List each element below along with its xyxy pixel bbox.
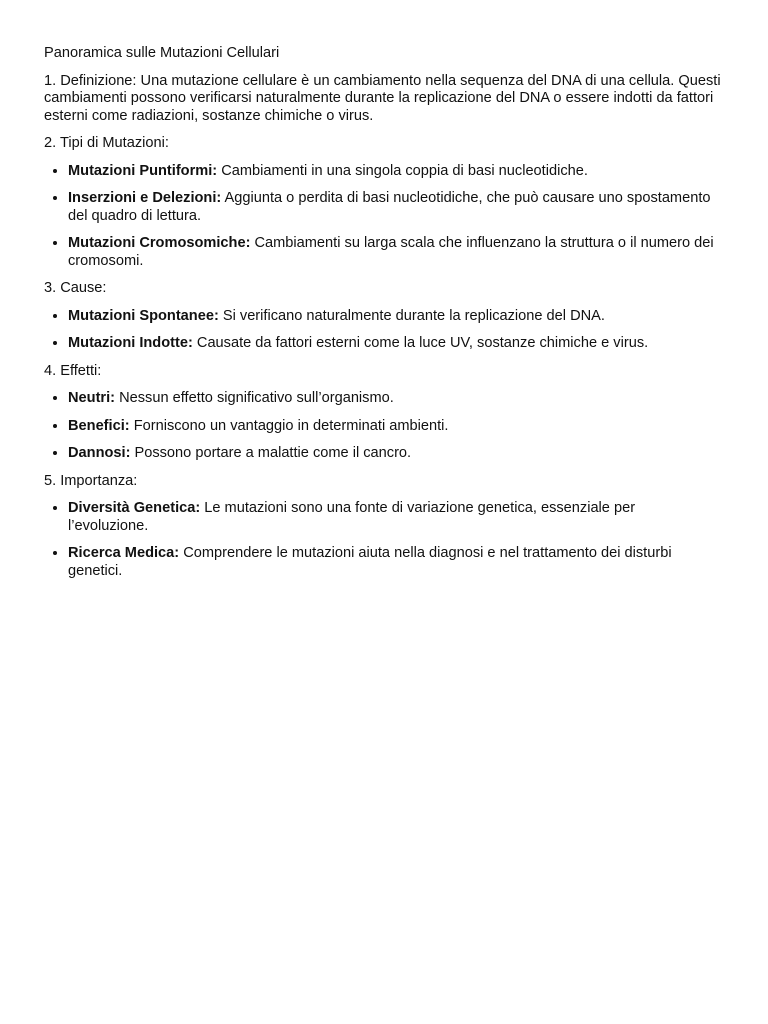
list-item	[68, 418, 724, 436]
importance-heading: 5. Importanza:	[44, 472, 138, 489]
item-term: Neutri:	[68, 390, 116, 406]
item-description: Cambiamenti su larga scala che influenzano la struttura o il numero dei cromosomi.	[68, 235, 714, 269]
item-description: Le mutazioni sono una fonte di variazione genetica, essenziale per l’evoluzione.	[68, 500, 636, 534]
list-item	[68, 390, 724, 408]
item-term: Mutazioni Cromosomiche:	[68, 235, 251, 251]
item-term: Mutazioni Indotte:	[68, 335, 193, 351]
item-term: Mutazioni Spontanee:	[68, 307, 219, 324]
list-item	[68, 235, 724, 270]
effects-heading: 4. Effetti:	[44, 362, 102, 379]
list-item	[68, 545, 724, 580]
causes-heading: 3. Cause:	[44, 280, 107, 296]
list-item	[68, 308, 724, 326]
list-item	[68, 190, 724, 225]
list-item	[68, 163, 724, 181]
item-description: Nessun effetto significativo sull’organismo.	[115, 390, 394, 406]
list-item	[68, 445, 724, 463]
item-description: Si verificano naturalmente durante la replicazione del DNA.	[218, 307, 605, 324]
list-item	[68, 335, 724, 353]
item-term: Dannosi:	[68, 445, 131, 461]
types-list	[44, 163, 724, 271]
definition-paragraph: 1. Definizione: Una mutazione cellulare è un cambiamento nella sequenza del DNA di una cellula. Questi cambiamenti possono verificarsi naturalmente durante la replicazione del DNA o essere indotti da fattori esterni come radiazioni, sostanze chimiche o virus.	[44, 72, 721, 124]
item-term: Mutazioni Puntiformi:	[68, 162, 218, 179]
importance-list	[44, 500, 724, 580]
item-description: Forniscono un vantaggio in determinati ambienti.	[129, 417, 449, 434]
item-term: Inserzioni e Delezioni:	[68, 190, 222, 206]
list-item	[68, 500, 724, 535]
item-description: Possono portare a malattie come il cancro.	[130, 445, 412, 461]
item-term: Diversità Genetica:	[68, 500, 201, 516]
item-description: Cambiamenti in una singola coppia di basi nucleotidiche.	[217, 162, 588, 179]
item-term: Ricerca Medica:	[68, 545, 180, 561]
effects-list	[44, 390, 724, 463]
document-title: Panoramica sulle Mutazioni Cellulari	[44, 45, 280, 61]
item-description: Comprendere le mutazioni aiuta nella diagnosi e nel trattamento dei disturbi genetici.	[68, 545, 672, 579]
item-term: Benefici:	[68, 417, 130, 434]
item-description: Aggiunta o perdita di basi nucleotidiche, che può causare uno spostamento del quadro di lettura.	[68, 190, 711, 224]
causes-list	[44, 308, 724, 353]
types-heading: 2. Tipi di Mutazioni:	[44, 135, 169, 151]
item-description: Causate da fattori esterni come la luce UV, sostanze chimiche e virus.	[192, 335, 649, 351]
